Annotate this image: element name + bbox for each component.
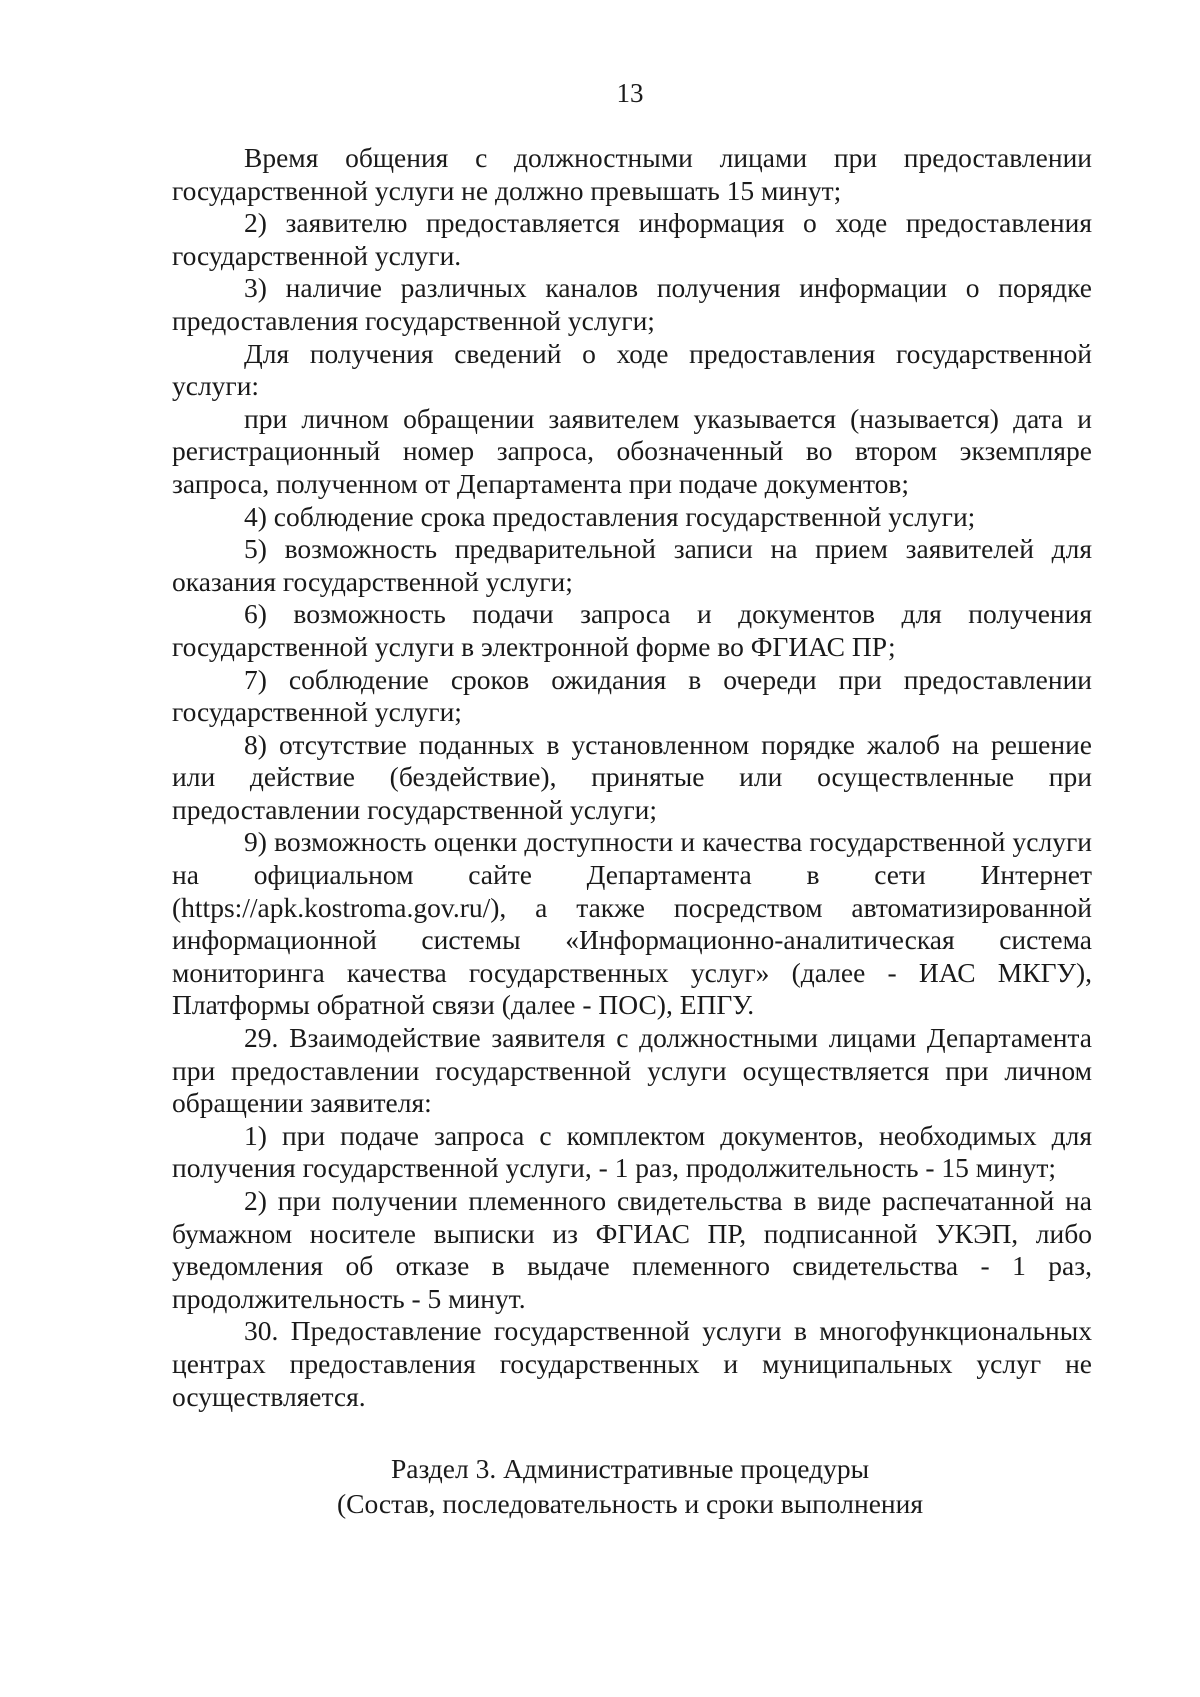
paragraph-clause-29: 29. Взаимодействие заявителя с должностными лицами Департамента при предоставлении государственной услуги осуществляется при личном обращении заявителя:	[172, 1022, 1092, 1119]
section-title: Раздел 3. Административные процедуры	[390, 1453, 870, 1484]
paragraph-item-9-quality-assessment: 9) возможность оценки доступности и качества государственной услуги на официальном сайте Департамента в сети Интернет (https://apk.kostroma.gov.ru/), а также посредством автоматизированной информационной системы «Информационно-аналитическая система мониторинга качества государственных услуг» (далее - ИАС МКГУ), Платформы обратной связи (далее - ПОС), ЕПГУ.	[172, 826, 1092, 1021]
paragraph-item-2-progress-info: 2) заявителю предоставляется информация о ходе предоставления государственной услуги.	[172, 207, 1092, 271]
paragraph-clause-29-item-1: 1) при подаче запроса с комплектом документов, необходимых для получения государственной услуги, - 1 раз, продолжительность - 15 минут;	[172, 1119, 1092, 1184]
paragraph-personal-visit: при личном обращении заявителем указывается (называется) дата и регистрационный номер запроса, обозначенный во втором экземпляре запроса, полученном от Департамента при подаче документов;	[172, 402, 1092, 499]
paragraph-item-6-electronic-submission: 6) возможность подачи запроса и документов для получения государственной услуги в электронной форме во ФГИАС ПР;	[172, 598, 1092, 662]
paragraph-item-8-complaints: 8) отсутствие поданных в установленном порядке жалоб на решение или действие (бездействие), принятые или осуществленные при предоставлении государственной услуги;	[172, 728, 1092, 825]
paragraph-communication-time: Время общения с должностными лицами при предоставлении государственной услуги не должно превышать 15 минут;	[172, 142, 1092, 206]
paragraph-clause-30: 30. Предоставление государственной услуги в многофункциональных центрах предоставления государственных и муниципальных услуг не осуществляется.	[172, 1315, 1092, 1412]
paragraph-item-7-queue-time: 7) соблюдение сроков ожидания в очереди при предоставлении государственной услуги;	[172, 663, 1092, 728]
page-number: 13	[616, 78, 644, 108]
paragraph-item-3-info-channels: 3) наличие различных каналов получения информации о порядке предоставления государственной услуги;	[172, 272, 1092, 336]
paragraph-item-5-preregistration: 5) возможность предварительной записи на прием заявителей для оказания государственной услуги;	[172, 533, 1092, 597]
paragraph-clause-29-item-2: 2) при получении племенного свидетельства в виде распечатанной на бумажном носителе выписки из ФГИАС ПР, подписанной УКЭП, либо уведомления об отказе в выдаче племенного свидетельства - 1 раз, продолжительность - 5 минут.	[172, 1185, 1092, 1314]
paragraph-progress-info-intro: Для получения сведений о ходе предоставления государственной услуги:	[172, 337, 1092, 402]
paragraph-item-4-deadline: 4) соблюдение срока предоставления государственной услуги;	[244, 500, 976, 532]
document-body	[172, 142, 1092, 1413]
section-subtitle: (Состав, последовательность и сроки выполнения	[336, 1488, 924, 1519]
